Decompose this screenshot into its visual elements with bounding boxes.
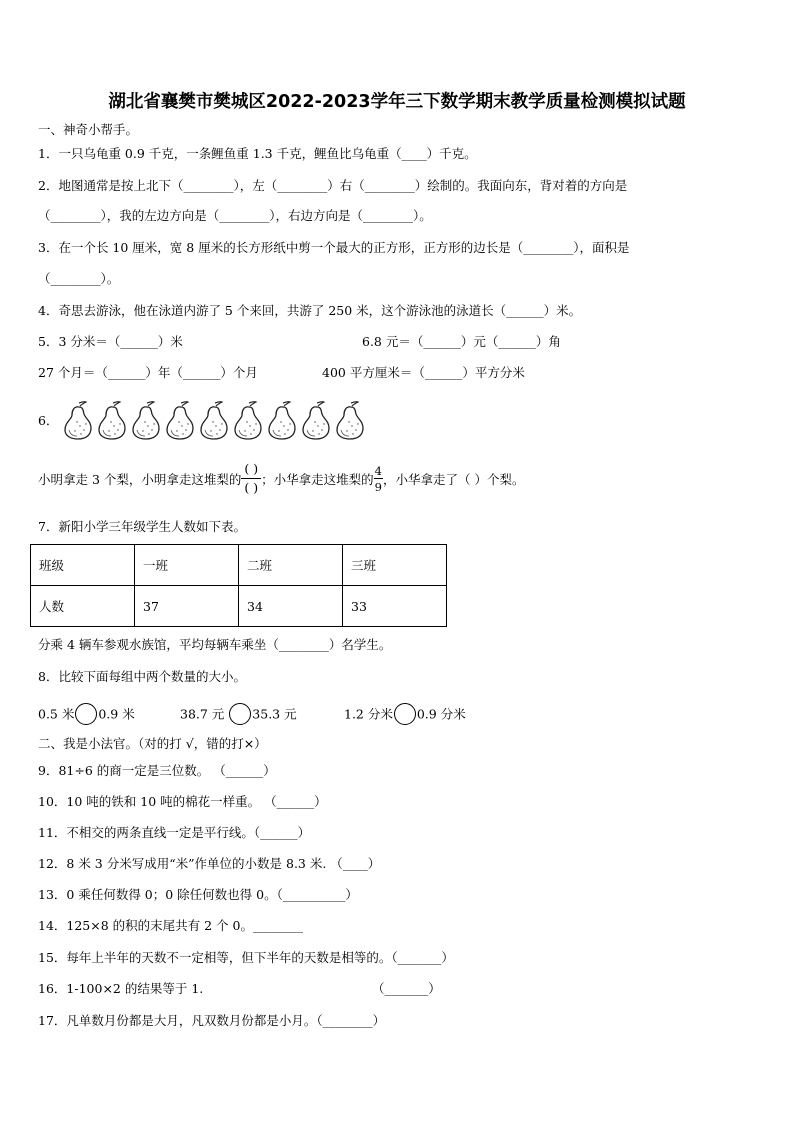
question-3-line-1: 3．在一个长 10 厘米，宽 8 厘米的长方形纸中剪一个最大的正方形，正方形的边长是（________），面积是 [38, 240, 630, 255]
pear-icon [232, 400, 264, 440]
pear-icon [334, 400, 366, 440]
question-6-text-part-3: ，小华拿走了（ ）个梨。 [382, 472, 525, 487]
question-6-text-part-1: 小明拿走 3 个梨，小明拿走这堆梨的 [38, 472, 242, 487]
section-2-heading: 二、我是小法官。（对的打 √，错的打×） [38, 736, 267, 751]
question-3-line-2: （________）。 [38, 271, 120, 286]
table-cell: 一班 [135, 545, 239, 586]
blank-fraction-denominator: ( ) [244, 480, 259, 495]
table-cell: 34 [239, 586, 343, 627]
question-5-row-2-left: 27 个月＝（______）年（______）个月 [38, 365, 258, 380]
question-16: 16．1-100×2 的结果等于 1. [38, 981, 204, 996]
question-7: 7．新阳小学三年级学生人数如下表。 [38, 519, 246, 534]
compare-right-value: 35.3 元 [252, 706, 297, 722]
student-count-table [30, 544, 447, 627]
question-12: 12．8 米 3 分米写成用“米”作单位的小数是 8.3 米. （____） [38, 856, 381, 871]
question-10: 10．10 吨的铁和 10 吨的棉花一样重。 （______） [38, 794, 327, 809]
question-14: 14．125×8 的积的末尾共有 2 个 0。________ [38, 918, 303, 933]
question-4: 4．奇思去游泳，他在泳道内游了 5 个来回，共游了 250 米，这个游泳池的泳道长（______）米。 [38, 303, 582, 318]
compare-circle[interactable] [75, 703, 97, 725]
question-2-line-2: （________），我的左边方向是（________），右边方向是（________）。 [38, 208, 432, 223]
question-6-text-part-2: ；小华拿走这堆梨的 [261, 472, 374, 487]
question-6-text [38, 456, 524, 504]
table-cell: 三班 [343, 545, 447, 586]
compare-right-value: 0.9 米 [98, 706, 135, 722]
table-cell: 33 [343, 586, 447, 627]
question-6-number: 6． [38, 413, 59, 428]
question-15: 15．每年上半年的天数不一定相等，但下半年的天数是相等的。（_______） [38, 950, 454, 965]
pear-icon [300, 400, 332, 440]
compare-circle[interactable] [394, 703, 416, 725]
table-cell: 人数 [31, 586, 135, 627]
page-title: 湖北省襄樊市樊城区2022-2023学年三下数学期末教学质量检测模拟试题 [108, 92, 686, 112]
compare-left-value: 38.7 元 [180, 706, 225, 722]
compare-left-value: 0.5 米 [38, 706, 75, 722]
pear-icon [130, 400, 162, 440]
compare-right-value: 0.9 分米 [416, 706, 466, 722]
compare-left-value: 1.2 分米 [344, 706, 393, 722]
question-8: 8．比较下面每组中两个数量的大小。 [38, 669, 246, 684]
compare-pair-3 [344, 704, 466, 726]
pear-illustration [62, 400, 368, 442]
four-ninths-fraction [374, 464, 383, 494]
compare-pair-2 [180, 704, 297, 726]
table-cell: 37 [135, 586, 239, 627]
section-1-heading: 一、神奇小帮手。 [38, 122, 139, 137]
fraction-denominator: 9 [374, 479, 382, 494]
table-row [31, 586, 447, 627]
pear-icon [96, 400, 128, 440]
question-7-follow-up: 分乘 4 辆车参观水族馆，平均每辆车乘坐（________）名学生。 [38, 637, 392, 652]
pear-icon [266, 400, 298, 440]
question-16-answer-blank: （_______） [372, 981, 441, 996]
table-header-row [31, 545, 447, 586]
question-5-row-1-left: 5．3 分米＝（______）米 [38, 334, 183, 349]
question-5-row-1-right: 6.8 元＝（______）元（______）角 [362, 334, 561, 349]
table-cell: 二班 [239, 545, 343, 586]
blank-fraction-numerator: ( ) [241, 461, 261, 479]
question-9: 9．81÷6 的商一定是三位数。 （______） [38, 763, 276, 778]
compare-circle[interactable] [229, 703, 251, 725]
pear-icon [164, 400, 196, 440]
question-11: 11．不相交的两条直线一定是平行线。（______） [38, 825, 311, 840]
fraction-numerator: 4 [374, 463, 382, 478]
question-17: 17．凡单数月份都是大月，凡双数月份都是小月。（________） [38, 1013, 386, 1028]
pear-icon [62, 400, 94, 440]
pear-icon [198, 400, 230, 440]
question-1: 1．一只乌龟重 0.9 千克，一条鲤鱼重 1.3 千克，鲤鱼比乌龟重（____）千克。 [38, 146, 477, 161]
compare-pair-1 [38, 704, 135, 726]
blank-fraction [241, 461, 261, 496]
question-2-line-1: 2．地图通常是按上北下（________），左（________）右（________）绘制的。我面向东，背对着的方向是 [38, 178, 628, 193]
question-5-row-2-right: 400 平方厘米＝（______）平方分米 [322, 365, 525, 380]
question-13: 13．0 乘任何数得 0；0 除任何数也得 0。（__________） [38, 887, 358, 902]
table-cell: 班级 [31, 545, 135, 586]
